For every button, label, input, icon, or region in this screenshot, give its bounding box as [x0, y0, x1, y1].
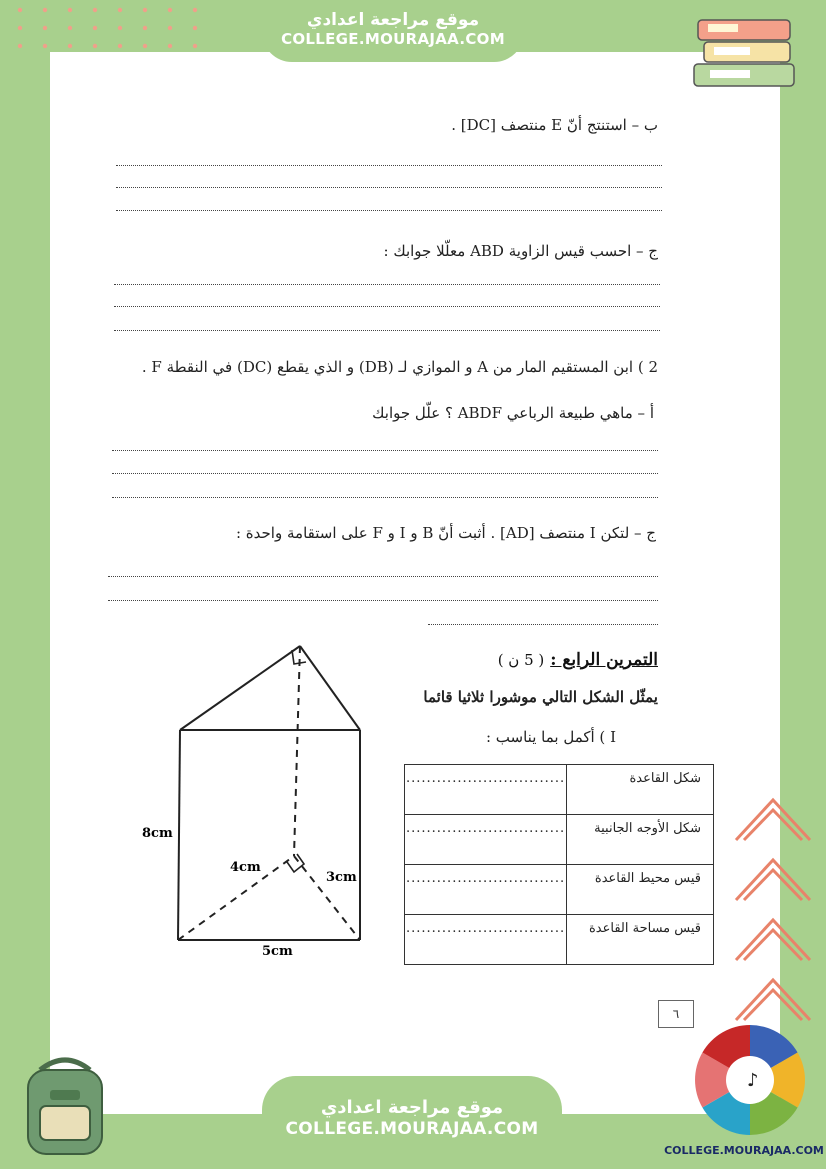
logo-wheel-icon [690, 1020, 810, 1140]
properties-table [404, 764, 714, 965]
answer-line [114, 306, 660, 307]
answer-line [114, 284, 660, 285]
site-url[interactable]: COLLEGE.MOURAJAA.COM [281, 30, 505, 48]
question-j2: ج – لتكن I منتصف [AD] . أثبت أنّ B و I و F على استقامة واحدة : [235, 524, 656, 542]
side-b-label: 3cm [326, 870, 357, 885]
answer-line [114, 330, 660, 331]
books-icon [690, 10, 810, 100]
height-label: 8cm [142, 826, 173, 841]
table-cell-label: شكل الأوجه الجانبية [567, 815, 714, 865]
prism-edge [178, 730, 180, 940]
answer-line [116, 210, 662, 211]
exercise-sub: I ) أكمل بما يناسب : [485, 728, 616, 746]
footer-site-url[interactable]: COLLEGE.MOURAJAA.COM [285, 1119, 539, 1139]
header-tab [262, 0, 524, 62]
decorative-dots [0, 0, 200, 50]
table-row [405, 915, 714, 965]
exercise-intro: يمثّل الشكل التالي موشورا ثلاثيا قائما [423, 688, 658, 706]
table-row [405, 765, 714, 815]
table-cell-value[interactable]: ............................... [405, 865, 567, 915]
question-b: ب – استنتج أنّ E منتصف [DC] . [451, 116, 658, 134]
exercise-points: ( 5 ن ) [497, 651, 545, 669]
table-row [405, 865, 714, 915]
chevrons-decoration [728, 790, 818, 1030]
footer-site-name: موقع مراجعة اعدادي [320, 1097, 504, 1118]
answer-line [108, 576, 658, 577]
table-cell-value[interactable]: ............................... [405, 915, 567, 965]
logo-url[interactable]: COLLEGE.MOURAJAA.COM [664, 1144, 824, 1157]
footer-tab [262, 1076, 562, 1169]
question-a: أ – ماهي طبيعة الرباعي ABDF ؟ علّل جوابك [372, 404, 654, 422]
question-2: 2 ) ابن المستقيم المار من A و الموازي لـ (DB) و الذي يقطع (DC) في النقطة F . [141, 358, 658, 376]
table-row [405, 815, 714, 865]
svg-text:♪: ♪ [747, 1070, 759, 1091]
table-cell-label: شكل القاعدة [567, 765, 714, 815]
base-label: 5cm [262, 944, 293, 959]
answer-line [116, 165, 662, 166]
table-cell-label: قيس محيط القاعدة [567, 865, 714, 915]
prism-edge [180, 646, 300, 730]
backpack-icon [10, 1050, 120, 1160]
prism-edge [300, 646, 360, 730]
answer-line [112, 450, 658, 451]
answer-line [108, 600, 658, 601]
answer-line [112, 473, 658, 474]
side-a-label: 4cm [230, 860, 261, 875]
prism-hidden-edge [294, 646, 300, 856]
site-name: موقع مراجعة اعدادي [306, 10, 480, 30]
prism-hidden-edge [294, 856, 360, 940]
answer-line [428, 624, 658, 625]
page-number: ٦ [658, 1000, 694, 1028]
question-j: ج – احسب قيس الزاوية ABD معلّلا جوابك : [383, 242, 658, 260]
exercise-title [498, 650, 658, 670]
exercise-title-text: التمرين الرابع : [550, 650, 658, 670]
prism-figure [130, 636, 390, 966]
table-cell-value[interactable]: ............................... [405, 815, 567, 865]
answer-line [116, 187, 662, 188]
answer-line [112, 497, 658, 498]
table-cell-label: قيس مساحة القاعدة [567, 915, 714, 965]
table-cell-value[interactable]: ............................... [405, 765, 567, 815]
